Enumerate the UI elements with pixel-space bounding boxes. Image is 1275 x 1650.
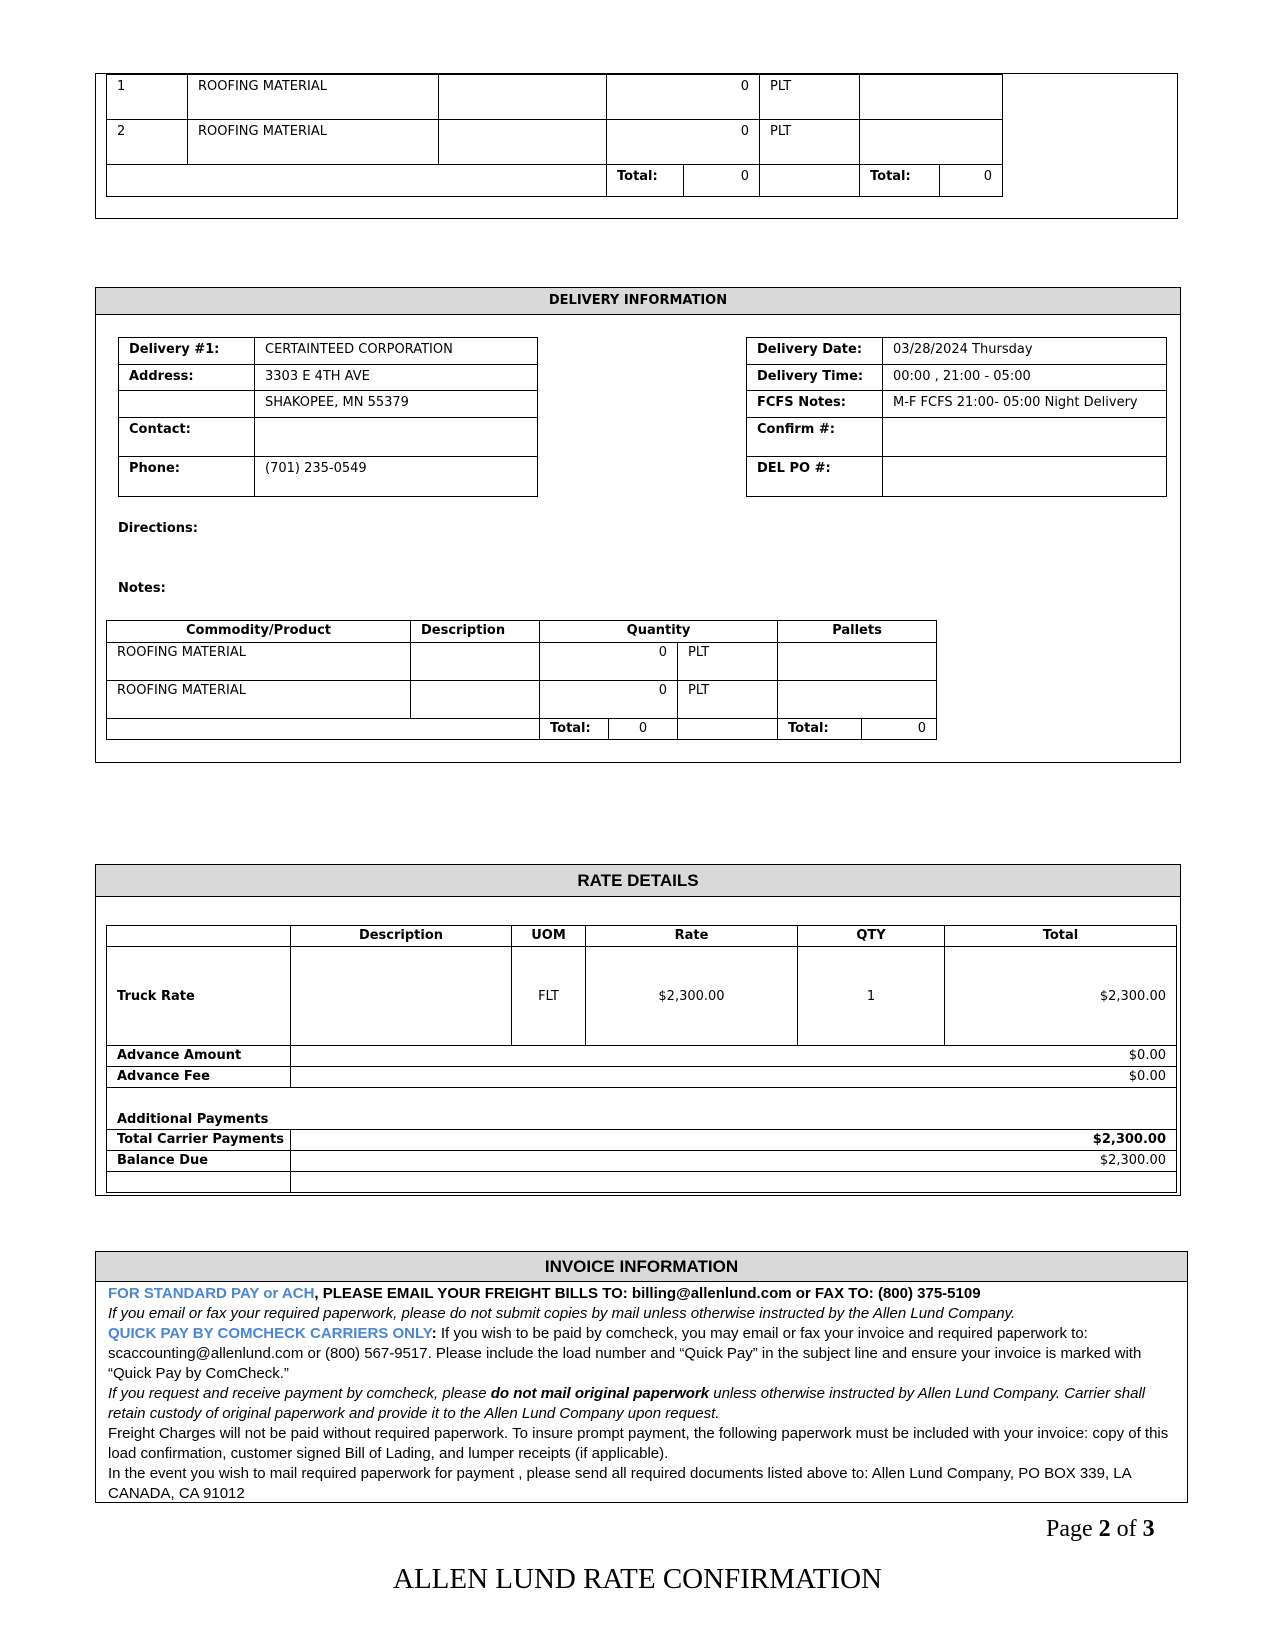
- description-cell: [411, 681, 540, 719]
- rate-table: [106, 925, 1177, 1193]
- email-fax-note: If you email or fax your required paperwork, please do not submit copies by mail unless otherwise instructed by the Allen Lund Company.: [108, 1305, 1016, 1322]
- delivery-number-label: Delivery #1:: [119, 338, 255, 365]
- commodity-cell: ROOFING MATERIAL: [188, 120, 439, 165]
- delivery-date-value: 03/28/2024 Thursday: [883, 338, 1167, 365]
- truck-rate-description: [291, 947, 512, 1046]
- quantity-cell: 0: [540, 643, 678, 681]
- truck-rate-qty: 1: [798, 947, 945, 1046]
- quantity-total-label: Total:: [607, 165, 684, 197]
- quick-pay-heading: QUICK PAY BY COMCHECK CARRIERS ONLY: [108, 1325, 432, 1342]
- additional-payments-label: Additional Payments: [107, 1088, 1177, 1130]
- row-number: 1: [107, 75, 188, 120]
- address-line1: 3303 E 4TH AVE: [255, 365, 538, 391]
- column-header: Description: [291, 926, 512, 947]
- advance-amount-label: Advance Amount: [107, 1046, 291, 1067]
- quick-pay-paragraph: QUICK PAY BY COMCHECK CARRIERS ONLY: If you wish to be paid by comcheck, you may email or fax your invoice and required paperwork to: scaccounting@allenlund.com or (800) 567-9517. Please include the load number and “Quick Pay” in the subject line and ensure your invoice is marked with “Quick Pay by ComCheck.”: [108, 1325, 1142, 1382]
- table-row: [107, 643, 937, 681]
- pallet-total-label: Total:: [860, 165, 940, 197]
- column-header: QTY: [798, 926, 945, 947]
- table-header-row: [107, 621, 937, 643]
- standard-pay-heading: FOR STANDARD PAY or ACH: [108, 1285, 315, 1302]
- table-row: [107, 1172, 1177, 1193]
- balance-due-value: $2,300.00: [291, 1151, 1177, 1172]
- directions-label: Directions:: [118, 521, 198, 536]
- advance-amount-value: $0.00: [291, 1046, 1177, 1067]
- pallets-cell: [778, 643, 937, 681]
- table-row: [107, 1130, 1177, 1151]
- unit-cell: PLT: [760, 75, 860, 120]
- delivery-name: CERTAINTEED CORPORATION: [255, 338, 538, 365]
- column-header: Rate: [586, 926, 798, 947]
- total-carrier-payments-value: $2,300.00: [291, 1130, 1177, 1151]
- description-cell: [411, 643, 540, 681]
- del-po-value: [883, 457, 1167, 497]
- mail-address-paragraph: In the event you wish to mail required paperwork for payment , please send all required documents listed above to: Allen Lund Company, PO BOX 339, LA CANADA, CA 91012: [108, 1465, 1131, 1502]
- table-row: [107, 1088, 1177, 1130]
- confirm-number-value: [883, 418, 1167, 457]
- row-number: 2: [107, 120, 188, 165]
- pallets-cell: [778, 681, 937, 719]
- balance-due-label: Balance Due: [107, 1151, 291, 1172]
- invoice-header: INVOICE INFORMATION: [96, 1252, 1187, 1282]
- table-row: [107, 1067, 1177, 1088]
- quantity-cell: 0: [607, 75, 760, 120]
- column-header: Quantity: [540, 621, 778, 643]
- column-header: Pallets: [778, 621, 937, 643]
- table-row: [107, 1151, 1177, 1172]
- freight-charges-paragraph: Freight Charges will not be paid without required paperwork. To insure prompt payment, the following paperwork must be included with your invoice: copy of this load confirmation, customer signed Bill of Lading, and lumper receipts (if applicable).: [108, 1425, 1169, 1462]
- fcfs-notes-value: M-F FCFS 21:00- 05:00 Night Delivery: [883, 391, 1167, 418]
- quantity-total-label: Total:: [540, 719, 609, 740]
- quantity-total: 0: [684, 165, 760, 197]
- advance-fee-value: $0.00: [291, 1067, 1177, 1088]
- del-po-label: DEL PO #:: [747, 457, 883, 497]
- delivery-time-value: 00:00 , 21:00 - 05:00: [883, 365, 1167, 391]
- pallets-cell: [860, 75, 1003, 120]
- page-number: Page 2 of 3: [1046, 1516, 1155, 1542]
- quantity-total: 0: [609, 719, 678, 740]
- pallet-total: 0: [862, 719, 937, 740]
- commodity-cell: ROOFING MATERIAL: [107, 643, 411, 681]
- column-header: Description: [411, 621, 540, 643]
- table-row: [107, 1046, 1177, 1067]
- address-line2: SHAKOPEE, MN 55379: [255, 391, 538, 418]
- do-not-mail-emphasis: do not mail original paperwork: [490, 1385, 710, 1402]
- total-carrier-payments-label: Total Carrier Payments: [107, 1130, 291, 1151]
- column-header: Total: [945, 926, 1177, 947]
- table-header-row: [107, 926, 1177, 947]
- phone-label: Phone:: [119, 457, 255, 497]
- unit-cell: PLT: [678, 643, 778, 681]
- phone-value: (701) 235-0549: [255, 457, 538, 497]
- unit-cell: PLT: [678, 681, 778, 719]
- address-label: Address:: [119, 365, 255, 391]
- confirm-number-label: Confirm #:: [747, 418, 883, 457]
- table-row: [107, 120, 1003, 165]
- truck-rate-rate: $2,300.00: [586, 947, 798, 1046]
- rate-details-header: RATE DETAILS: [96, 865, 1180, 897]
- document-footer-title: ALLEN LUND RATE CONFIRMATION: [393, 1563, 882, 1595]
- truck-rate-total: $2,300.00: [945, 947, 1177, 1046]
- column-header: Commodity/Product: [107, 621, 411, 643]
- delivery-time-label: Delivery Time:: [747, 365, 883, 391]
- delivery-commodity-table: [106, 620, 937, 740]
- contact-label: Contact:: [119, 418, 255, 457]
- truck-rate-row: [107, 947, 1177, 1046]
- commodity-cell: ROOFING MATERIAL: [107, 681, 411, 719]
- pallet-total-label: Total:: [778, 719, 862, 740]
- column-header: [107, 926, 291, 947]
- delivery-schedule-table: [746, 337, 1167, 497]
- pallets-cell: [860, 120, 1003, 165]
- advance-fee-label: Advance Fee: [107, 1067, 291, 1088]
- total-row: [107, 165, 1003, 197]
- table-row: [107, 75, 1003, 120]
- comcheck-paperwork-note: If you request and receive payment by comcheck, please do not mail original paperwork unless otherwise instructed by Allen Lund Company. Carrier shall retain custody of original paperwork and provide it to the Allen Lund Company upon request.: [108, 1385, 1146, 1422]
- unit-cell: PLT: [760, 120, 860, 165]
- standard-pay-instructions: , PLEASE EMAIL YOUR FREIGHT BILLS TO: billing@allenlund.com or FAX TO: (800) 375-5109: [314, 1285, 981, 1302]
- delivery-address-table: [118, 337, 538, 497]
- quantity-cell: 0: [540, 681, 678, 719]
- commodity-cell: ROOFING MATERIAL: [188, 75, 439, 120]
- invoice-section: [95, 1251, 1188, 1503]
- notes-label: Notes:: [118, 581, 166, 596]
- quantity-cell: 0: [607, 120, 760, 165]
- quick-pay-instructions: If you wish to be paid by comcheck, you may email or fax your invoice and required paperwork to: scaccounting@allenlund.com or (800) 567-9517. Please include the load number and “Quick Pay” in the subject line and ensure your invoice is marked with “Quick Pay by ComCheck.”: [108, 1325, 1142, 1382]
- description-cell: [439, 75, 607, 120]
- top-commodity-table: [106, 74, 1003, 197]
- description-cell: [439, 120, 607, 165]
- pallet-total: 0: [940, 165, 1003, 197]
- column-header: UOM: [512, 926, 586, 947]
- contact-value: [255, 418, 538, 457]
- truck-rate-uom: FLT: [512, 947, 586, 1046]
- fcfs-notes-label: FCFS Notes:: [747, 391, 883, 418]
- table-row: [107, 681, 937, 719]
- total-row: [107, 719, 937, 740]
- delivery-header: DELIVERY INFORMATION: [96, 288, 1180, 315]
- truck-rate-label: Truck Rate: [107, 947, 291, 1046]
- delivery-date-label: Delivery Date:: [747, 338, 883, 365]
- standard-pay-line: [108, 1284, 1177, 1304]
